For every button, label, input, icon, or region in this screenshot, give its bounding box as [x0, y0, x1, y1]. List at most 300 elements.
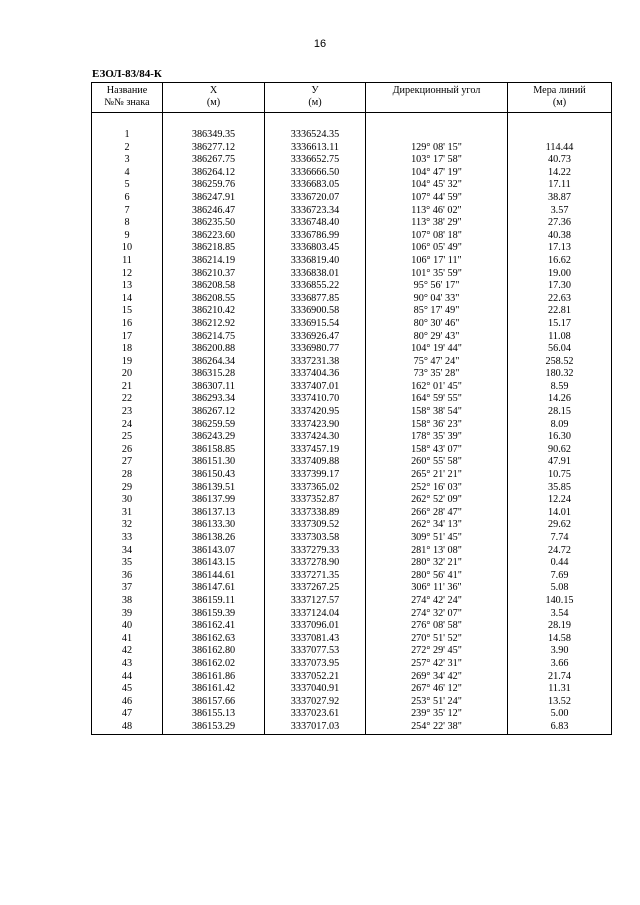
cell-point-number: 25	[92, 431, 163, 444]
cell-x: 386210.37	[163, 268, 265, 281]
cell-x: 386247.91	[163, 192, 265, 205]
table-row	[92, 318, 612, 331]
cell-point-number: 30	[92, 494, 163, 507]
cell-x: 386223.60	[163, 230, 265, 243]
cell-line-length: 15.17	[508, 318, 612, 331]
cell-point-number: 21	[92, 381, 163, 394]
cell-point-number: 45	[92, 683, 163, 696]
cell-direction-angle: 274° 42' 24"	[366, 595, 508, 608]
cell-line-length: 180.32	[508, 368, 612, 381]
cell-point-number: 39	[92, 608, 163, 621]
cell-x: 386143.15	[163, 557, 265, 570]
cell-line-length: 11.31	[508, 683, 612, 696]
header-point-name-line1: Название	[106, 85, 148, 96]
cell-point-number: 20	[92, 368, 163, 381]
table-row	[92, 129, 612, 142]
cell-direction-angle: 276° 08' 58"	[366, 620, 508, 633]
document-title: ЕЗОЛ-83/84-К	[92, 68, 162, 80]
table-row	[92, 469, 612, 482]
cell-x: 386208.55	[163, 293, 265, 306]
cell-direction-angle: 239° 35' 12"	[366, 708, 508, 721]
cell-point-number: 11	[92, 255, 163, 268]
cell-x: 386155.13	[163, 708, 265, 721]
cell-line-length: 14.58	[508, 633, 612, 646]
cell-x: 386162.63	[163, 633, 265, 646]
cell-point-number: 31	[92, 507, 163, 520]
cell-point-number: 29	[92, 482, 163, 495]
cell-point-number: 2	[92, 142, 163, 155]
header-x	[163, 83, 265, 113]
table-row	[92, 494, 612, 507]
cell-point-number: 8	[92, 217, 163, 230]
cell-y: 3337231.38	[265, 356, 366, 369]
table-row	[92, 620, 612, 633]
cell-line-length: 3.90	[508, 645, 612, 658]
cell-y: 3336819.40	[265, 255, 366, 268]
cell-y: 3336980.77	[265, 343, 366, 356]
cell-x: 386214.75	[163, 331, 265, 344]
table-row	[92, 393, 612, 406]
cell-x: 386157.66	[163, 696, 265, 709]
cell-direction-angle: 80° 29' 43"	[366, 331, 508, 344]
cell-x: 386159.11	[163, 595, 265, 608]
cell-point-number: 1	[92, 129, 163, 142]
cell-x: 386138.26	[163, 532, 265, 545]
cell-point-number: 12	[92, 268, 163, 281]
cell-direction-angle: 252° 16' 03"	[366, 482, 508, 495]
cell-line-length: 5.00	[508, 708, 612, 721]
cell-y: 3337338.89	[265, 507, 366, 520]
cell-line-length: 22.81	[508, 305, 612, 318]
header-line-length-line2: (м)	[552, 97, 567, 108]
cell-direction-angle: 85° 17' 49"	[366, 305, 508, 318]
cell-y: 3337303.58	[265, 532, 366, 545]
cell-x: 386293.34	[163, 393, 265, 406]
cell-direction-angle: 260° 55' 58"	[366, 456, 508, 469]
spacer-cell	[92, 113, 163, 130]
table-body	[92, 113, 612, 735]
cell-point-number: 37	[92, 582, 163, 595]
cell-x: 386259.76	[163, 179, 265, 192]
cell-direction-angle: 262° 34' 13"	[366, 519, 508, 532]
cell-y: 3337410.70	[265, 393, 366, 406]
cell-y: 3336683.05	[265, 179, 366, 192]
cell-point-number: 23	[92, 406, 163, 419]
cell-x: 386315.28	[163, 368, 265, 381]
table-row	[92, 582, 612, 595]
cell-x: 386161.42	[163, 683, 265, 696]
table-row	[92, 431, 612, 444]
cell-y: 3337040.91	[265, 683, 366, 696]
cell-direction-angle: 162° 01' 45"	[366, 381, 508, 394]
cell-y: 3337407.01	[265, 381, 366, 394]
cell-point-number: 19	[92, 356, 163, 369]
cell-direction-angle: 280° 56' 41"	[366, 570, 508, 583]
cell-direction-angle: 103° 17' 58"	[366, 154, 508, 167]
cell-x: 386210.42	[163, 305, 265, 318]
cell-x: 386137.13	[163, 507, 265, 520]
header-point-name-line2: №№ знака	[104, 97, 150, 108]
table-row	[92, 406, 612, 419]
header-y	[265, 83, 366, 113]
cell-point-number: 47	[92, 708, 163, 721]
cell-line-length: 11.08	[508, 331, 612, 344]
cell-x: 386161.86	[163, 671, 265, 684]
cell-direction-angle: 113° 38' 29"	[366, 217, 508, 230]
cell-line-length: 24.72	[508, 545, 612, 558]
cell-y: 3337023.61	[265, 708, 366, 721]
cell-line-length: 29.62	[508, 519, 612, 532]
cell-x: 386200.88	[163, 343, 265, 356]
cell-x: 386259.59	[163, 419, 265, 432]
cell-direction-angle: 106° 17' 11"	[366, 255, 508, 268]
cell-line-length: 14.22	[508, 167, 612, 180]
cell-direction-angle: 107° 08' 18"	[366, 230, 508, 243]
cell-point-number: 48	[92, 721, 163, 734]
cell-y: 3337399.17	[265, 469, 366, 482]
table-row	[92, 608, 612, 621]
cell-direction-angle: 158° 43' 07"	[366, 444, 508, 457]
cell-point-number: 4	[92, 167, 163, 180]
cell-point-number: 41	[92, 633, 163, 646]
cell-point-number: 36	[92, 570, 163, 583]
header-point-name	[92, 83, 163, 113]
cell-direction-angle: 73° 35' 28"	[366, 368, 508, 381]
cell-line-length: 35.85	[508, 482, 612, 495]
cell-line-length: 17.30	[508, 280, 612, 293]
cell-x: 386144.61	[163, 570, 265, 583]
cell-point-number: 3	[92, 154, 163, 167]
cell-line-length: 38.87	[508, 192, 612, 205]
cell-x: 386307.11	[163, 381, 265, 394]
cell-x: 386137.99	[163, 494, 265, 507]
table-row	[92, 331, 612, 344]
cell-x: 386208.58	[163, 280, 265, 293]
cell-line-length	[508, 129, 612, 142]
cell-x: 386162.41	[163, 620, 265, 633]
cell-x: 386214.19	[163, 255, 265, 268]
cell-x: 386150.43	[163, 469, 265, 482]
cell-x: 386235.50	[163, 217, 265, 230]
cell-line-length: 5.08	[508, 582, 612, 595]
cell-direction-angle: 309° 51' 45"	[366, 532, 508, 545]
cell-line-length: 7.74	[508, 532, 612, 545]
cell-line-length: 19.00	[508, 268, 612, 281]
cell-direction-angle: 113° 46' 02"	[366, 205, 508, 218]
cell-point-number: 6	[92, 192, 163, 205]
cell-y: 3336838.01	[265, 268, 366, 281]
cell-x: 386158.85	[163, 444, 265, 457]
cell-x: 386267.75	[163, 154, 265, 167]
cell-line-length: 27.36	[508, 217, 612, 230]
table-row	[92, 179, 612, 192]
cell-x: 386153.29	[163, 721, 265, 734]
cell-y: 3336900.58	[265, 305, 366, 318]
table-row	[92, 205, 612, 218]
cell-y: 3337352.87	[265, 494, 366, 507]
cell-point-number: 14	[92, 293, 163, 306]
cell-x: 386162.80	[163, 645, 265, 658]
cell-y: 3337424.30	[265, 431, 366, 444]
header-direction-angle	[366, 83, 508, 113]
table-row	[92, 507, 612, 520]
spacer-cell	[163, 113, 265, 130]
cell-point-number: 28	[92, 469, 163, 482]
cell-y: 3337420.95	[265, 406, 366, 419]
spacer-cell	[508, 113, 612, 130]
cell-x: 386218.85	[163, 242, 265, 255]
table-row	[92, 368, 612, 381]
table-row	[92, 671, 612, 684]
cell-point-number: 16	[92, 318, 163, 331]
table-row	[92, 570, 612, 583]
table-row	[92, 545, 612, 558]
cell-line-length: 3.57	[508, 205, 612, 218]
cell-direction-angle: 280° 32' 21"	[366, 557, 508, 570]
cell-line-length: 3.54	[508, 608, 612, 621]
table-row	[92, 532, 612, 545]
table-row	[92, 255, 612, 268]
cell-direction-angle: 262° 52' 09"	[366, 494, 508, 507]
cell-direction-angle: 158° 38' 54"	[366, 406, 508, 419]
cell-point-number: 13	[92, 280, 163, 293]
table-row	[92, 192, 612, 205]
cell-y: 3336926.47	[265, 331, 366, 344]
cell-y: 3337052.21	[265, 671, 366, 684]
cell-direction-angle: 107° 44' 59"	[366, 192, 508, 205]
header-x-line1: X	[209, 85, 218, 96]
cell-line-length: 14.01	[508, 507, 612, 520]
table-row	[92, 456, 612, 469]
cell-y: 3336855.22	[265, 280, 366, 293]
cell-y: 3337423.90	[265, 419, 366, 432]
cell-y: 3336786.99	[265, 230, 366, 243]
cell-y: 3337404.36	[265, 368, 366, 381]
cell-x: 386246.47	[163, 205, 265, 218]
header-direction-angle-line1: Дирекционный угол	[392, 85, 481, 96]
cell-y: 3337409.88	[265, 456, 366, 469]
cell-x: 386212.92	[163, 318, 265, 331]
table-row	[92, 154, 612, 167]
cell-line-length: 16.62	[508, 255, 612, 268]
cell-point-number: 43	[92, 658, 163, 671]
cell-direction-angle: 253° 51' 24"	[366, 696, 508, 709]
cell-direction-angle: 266° 28' 47"	[366, 507, 508, 520]
cell-line-length: 3.66	[508, 658, 612, 671]
table-row	[92, 683, 612, 696]
cell-direction-angle: 272° 29' 45"	[366, 645, 508, 658]
cell-line-length: 28.15	[508, 406, 612, 419]
cell-y: 3337017.03	[265, 721, 366, 734]
cell-y: 3336723.34	[265, 205, 366, 218]
cell-x: 386143.07	[163, 545, 265, 558]
cell-direction-angle: 265° 21' 21"	[366, 469, 508, 482]
cell-line-length: 16.30	[508, 431, 612, 444]
table-row	[92, 645, 612, 658]
cell-point-number: 34	[92, 545, 163, 558]
header-y-line1: У	[311, 85, 319, 96]
table-row	[92, 293, 612, 306]
cell-point-number: 38	[92, 595, 163, 608]
cell-direction-angle: 269° 34' 42"	[366, 671, 508, 684]
cell-y: 3337457.19	[265, 444, 366, 457]
cell-y: 3337278.90	[265, 557, 366, 570]
table-row	[92, 343, 612, 356]
cell-direction-angle	[366, 129, 508, 142]
cell-line-length: 17.13	[508, 242, 612, 255]
cell-direction-angle: 95° 56' 17"	[366, 280, 508, 293]
spacer-cell	[366, 113, 508, 130]
cell-x: 386243.29	[163, 431, 265, 444]
table-row	[92, 658, 612, 671]
cell-line-length: 40.38	[508, 230, 612, 243]
table-row	[92, 217, 612, 230]
cell-y: 3336666.50	[265, 167, 366, 180]
cell-point-number: 9	[92, 230, 163, 243]
table-row	[92, 633, 612, 646]
cell-x: 386264.12	[163, 167, 265, 180]
cell-x: 386267.12	[163, 406, 265, 419]
cell-line-length: 21.74	[508, 671, 612, 684]
cell-line-length: 7.69	[508, 570, 612, 583]
cell-direction-angle: 75° 47' 24"	[366, 356, 508, 369]
table-row	[92, 242, 612, 255]
cell-line-length: 14.26	[508, 393, 612, 406]
header-line-length-line1: Мера линий	[533, 85, 586, 96]
cell-point-number: 42	[92, 645, 163, 658]
cell-line-length: 10.75	[508, 469, 612, 482]
cell-y: 3336524.35	[265, 129, 366, 142]
coordinates-table	[91, 82, 612, 735]
cell-line-length: 258.52	[508, 356, 612, 369]
table-row	[92, 167, 612, 180]
cell-direction-angle: 90° 04' 33"	[366, 293, 508, 306]
table-row	[92, 595, 612, 608]
cell-point-number: 17	[92, 331, 163, 344]
cell-x: 386147.61	[163, 582, 265, 595]
cell-x: 386162.02	[163, 658, 265, 671]
cell-direction-angle: 104° 47' 19"	[366, 167, 508, 180]
table-row	[92, 142, 612, 155]
cell-x: 386159.39	[163, 608, 265, 621]
cell-line-length: 22.63	[508, 293, 612, 306]
cell-y: 3337081.43	[265, 633, 366, 646]
table-spacer-row	[92, 113, 612, 130]
cell-point-number: 26	[92, 444, 163, 457]
header-y-line2: (м)	[308, 97, 322, 108]
cell-direction-angle: 274° 32' 07"	[366, 608, 508, 621]
table-row	[92, 280, 612, 293]
cell-point-number: 22	[92, 393, 163, 406]
cell-point-number: 40	[92, 620, 163, 633]
table-row	[92, 696, 612, 709]
cell-direction-angle: 306° 11' 36"	[366, 582, 508, 595]
table-row	[92, 482, 612, 495]
cell-line-length: 8.59	[508, 381, 612, 394]
cell-direction-angle: 267° 46' 12"	[366, 683, 508, 696]
cell-y: 3337267.25	[265, 582, 366, 595]
cell-point-number: 46	[92, 696, 163, 709]
cell-direction-angle: 101° 35' 59"	[366, 268, 508, 281]
header-line-length	[508, 83, 612, 113]
cell-point-number: 5	[92, 179, 163, 192]
cell-direction-angle: 164° 59' 55"	[366, 393, 508, 406]
spacer-cell	[265, 113, 366, 130]
cell-y: 3336877.85	[265, 293, 366, 306]
cell-y: 3337096.01	[265, 620, 366, 633]
table-row	[92, 381, 612, 394]
cell-line-length: 28.19	[508, 620, 612, 633]
table-row	[92, 557, 612, 570]
table-row	[92, 721, 612, 734]
cell-line-length: 12.24	[508, 494, 612, 507]
cell-y: 3336613.11	[265, 142, 366, 155]
cell-x: 386139.51	[163, 482, 265, 495]
page-number: 16	[313, 38, 327, 50]
cell-direction-angle: 281° 13' 08"	[366, 545, 508, 558]
cell-line-length: 8.09	[508, 419, 612, 432]
cell-direction-angle: 254° 22' 38"	[366, 721, 508, 734]
cell-x: 386349.35	[163, 129, 265, 142]
cell-y: 3336803.45	[265, 242, 366, 255]
cell-line-length: 140.15	[508, 595, 612, 608]
table-row	[92, 419, 612, 432]
cell-y: 3336748.40	[265, 217, 366, 230]
cell-direction-angle: 80° 30' 46"	[366, 318, 508, 331]
cell-direction-angle: 270° 51' 52"	[366, 633, 508, 646]
table-row	[92, 444, 612, 457]
cell-point-number: 35	[92, 557, 163, 570]
cell-y: 3337365.02	[265, 482, 366, 495]
cell-line-length: 56.04	[508, 343, 612, 356]
header-x-line2: (м)	[206, 97, 221, 108]
cell-y: 3337073.95	[265, 658, 366, 671]
cell-point-number: 27	[92, 456, 163, 469]
cell-y: 3336652.75	[265, 154, 366, 167]
table-row	[92, 356, 612, 369]
cell-point-number: 10	[92, 242, 163, 255]
cell-line-length: 6.83	[508, 721, 612, 734]
cell-point-number: 33	[92, 532, 163, 545]
cell-y: 3337127.57	[265, 595, 366, 608]
table-row	[92, 268, 612, 281]
cell-point-number: 7	[92, 205, 163, 218]
cell-point-number: 32	[92, 519, 163, 532]
cell-point-number: 24	[92, 419, 163, 432]
cell-point-number: 15	[92, 305, 163, 318]
cell-direction-angle: 106° 05' 49"	[366, 242, 508, 255]
cell-line-length: 17.11	[508, 179, 612, 192]
cell-point-number: 44	[92, 671, 163, 684]
cell-direction-angle: 104° 19' 44"	[366, 343, 508, 356]
table-row	[92, 519, 612, 532]
cell-y: 3337027.92	[265, 696, 366, 709]
cell-line-length: 40.73	[508, 154, 612, 167]
cell-line-length: 13.52	[508, 696, 612, 709]
cell-direction-angle: 129° 08' 15"	[366, 142, 508, 155]
cell-x: 386277.12	[163, 142, 265, 155]
cell-y: 3337309.52	[265, 519, 366, 532]
table-row	[92, 708, 612, 721]
cell-x: 386151.30	[163, 456, 265, 469]
cell-line-length: 90.62	[508, 444, 612, 457]
cell-line-length: 47.91	[508, 456, 612, 469]
cell-y: 3337077.53	[265, 645, 366, 658]
cell-line-length: 114.44	[508, 142, 612, 155]
cell-y: 3337271.35	[265, 570, 366, 583]
cell-direction-angle: 257° 42' 31"	[366, 658, 508, 671]
table-row	[92, 305, 612, 318]
